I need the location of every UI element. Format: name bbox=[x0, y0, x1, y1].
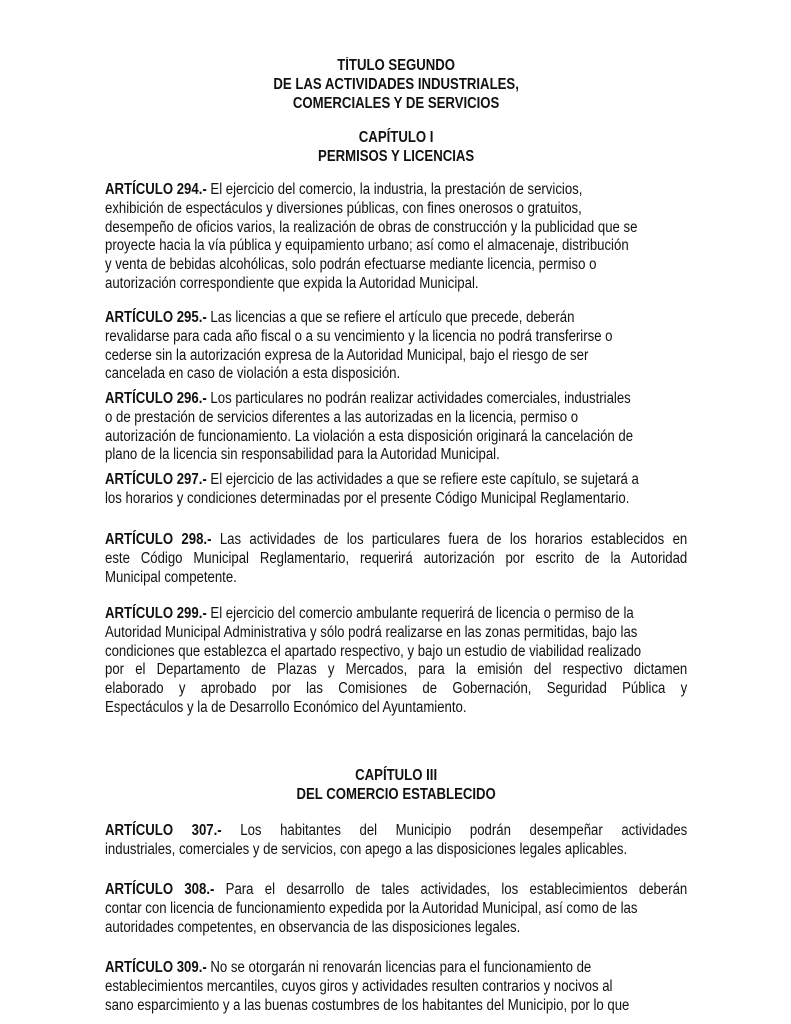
article-line: proyecte hacia la vía pública y equipamiento urbano; así como el almacenaje, distribución bbox=[105, 237, 629, 255]
article-label: ARTÍCULO 299.- bbox=[105, 605, 207, 622]
article-line: este Código Municipal Reglamentario, requerirá autorización por escrito de la Autoridad bbox=[105, 549, 688, 567]
article-line: contar con licencia de funcionamiento expedida por la Autoridad Municipal, así como de las bbox=[105, 899, 638, 917]
article-299 bbox=[105, 605, 687, 718]
article-text: Las licencias a que se refiere el artículo que precede, deberán bbox=[206, 309, 575, 326]
article-line bbox=[105, 531, 687, 550]
chapter-title: DEL COMERCIO ESTABLECIDO bbox=[296, 785, 496, 803]
article-line: plano de la licencia sin responsabilidad para la Autoridad Municipal. bbox=[105, 446, 500, 464]
article-line bbox=[105, 605, 687, 624]
article-line: Autoridad Municipal Administrativa y sólo podrá realizarse en las zonas permitidas, bajo las bbox=[105, 623, 638, 641]
article-line bbox=[105, 959, 687, 978]
article-line: condiciones que establezca el apartado respectivo, y bajo un estudio de viabilidad realizado bbox=[105, 642, 642, 660]
title-heading bbox=[105, 57, 687, 113]
article-line bbox=[105, 471, 687, 490]
article-line: los horarios y condiciones determinadas por el presente Código Municipal Reglamentario. bbox=[105, 489, 630, 507]
chapter-number: CAPÍTULO I bbox=[358, 129, 434, 146]
article-label: ARTÍCULO 296.- bbox=[105, 390, 207, 407]
article-309 bbox=[105, 959, 687, 1015]
article-line: autorización correspondiente que expida la Autoridad Municipal. bbox=[105, 274, 479, 292]
article-line: revalidarse para cada año fiscal o a su vencimiento y la licencia no podrá transferirse o bbox=[105, 327, 613, 345]
article-label: ARTÍCULO 294.- bbox=[105, 181, 207, 198]
article-295 bbox=[105, 309, 687, 384]
chapter-title: PERMISOS Y LICENCIAS bbox=[318, 147, 475, 165]
article-line: autorización de funcionamiento. La violación a esta disposición originará la cancelación de bbox=[105, 427, 634, 445]
article-label: ARTÍCULO 309.- bbox=[105, 959, 207, 976]
article-294 bbox=[105, 181, 687, 294]
chapter-3-heading bbox=[105, 767, 687, 805]
article-line: Municipal competente. bbox=[105, 568, 237, 586]
article-text: El ejercicio del comercio, la industria, la prestación de servicios, bbox=[206, 181, 583, 198]
article-307 bbox=[105, 822, 687, 860]
article-text: No se otorgarán ni renovarán licencias para el funcionamiento de bbox=[206, 959, 592, 976]
chapter-1-heading bbox=[105, 129, 687, 167]
article-text: El ejercicio de las actividades a que se refiere este capítulo, se sujetará a bbox=[206, 471, 639, 488]
title-line: TÍTULO SEGUNDO bbox=[337, 57, 456, 74]
article-line: cancelada en caso de violación a esta disposición. bbox=[105, 365, 401, 383]
article-label: ARTÍCULO 308.- bbox=[105, 881, 215, 898]
document-page bbox=[105, 0, 687, 1024]
article-line: y venta de bebidas alcohólicas, solo podrán efectuarse mediante licencia, permiso o bbox=[105, 256, 597, 274]
article-line: exhibición de espectáculos y diversiones públicas, con fines onerosos o gratuitos, bbox=[105, 199, 582, 217]
article-line bbox=[105, 822, 687, 841]
article-line: industriales, comerciales y de servicios, con apego a las disposiciones legales aplicables. bbox=[105, 840, 628, 858]
title-line: COMERCIALES Y DE SERVICIOS bbox=[292, 94, 500, 112]
article-line: cederse sin la autorización expresa de la Autoridad Municipal, bajo el riesgo de ser bbox=[105, 346, 589, 364]
article-line bbox=[105, 181, 687, 200]
article-line: establecimientos mercantiles, cuyos giros y actividades resulten contrarios y nocivos al bbox=[105, 977, 613, 995]
article-label: ARTÍCULO 307.- bbox=[105, 822, 222, 839]
article-text: El ejercicio del comercio ambulante requerirá de licencia o permiso de la bbox=[206, 605, 634, 622]
article-line: autoridades competentes, en observancia de las disposiciones legales. bbox=[105, 918, 521, 936]
article-label: ARTÍCULO 295.- bbox=[105, 309, 207, 326]
article-line bbox=[105, 309, 687, 328]
article-line: sano esparcimiento y a las buenas costumbres de los habitantes del Municipio, por lo que bbox=[105, 996, 630, 1014]
article-line bbox=[105, 390, 687, 409]
article-298 bbox=[105, 531, 687, 587]
article-text: Las actividades de los particulares fuera de los horarios establecidos en bbox=[211, 531, 688, 548]
article-line bbox=[105, 881, 687, 900]
article-line: Espectáculos y la de Desarrollo Económico del Ayuntamiento. bbox=[105, 698, 467, 716]
article-line: desempeño de oficios varios, la realización de obras de construcción y la publicidad que se bbox=[105, 218, 638, 236]
article-label: ARTÍCULO 297.- bbox=[105, 471, 207, 488]
chapter-number: CAPÍTULO III bbox=[355, 767, 438, 784]
title-line: DE LAS ACTIVIDADES INDUSTRIALES, bbox=[273, 75, 519, 93]
article-line: o de prestación de servicios diferentes a las autorizadas en la licencia, permiso o bbox=[105, 408, 579, 426]
article-297 bbox=[105, 471, 687, 509]
article-text: Para el desarrollo de tales actividades, los establecimientos deberán bbox=[214, 881, 688, 898]
article-text: Los particulares no podrán realizar actividades comerciales, industriales bbox=[206, 390, 631, 407]
article-296 bbox=[105, 390, 687, 465]
article-label: ARTÍCULO 298.- bbox=[105, 531, 212, 548]
article-308 bbox=[105, 881, 687, 937]
article-line: elaborado y aprobado por las Comisiones de Gobernación, Seguridad Pública y bbox=[105, 680, 688, 698]
article-text: Los habitantes del Municipio podrán desempeñar actividades bbox=[221, 822, 688, 839]
article-line: por el Departamento de Plazas y Mercados, para la emisión del respectivo dictamen bbox=[105, 661, 688, 679]
